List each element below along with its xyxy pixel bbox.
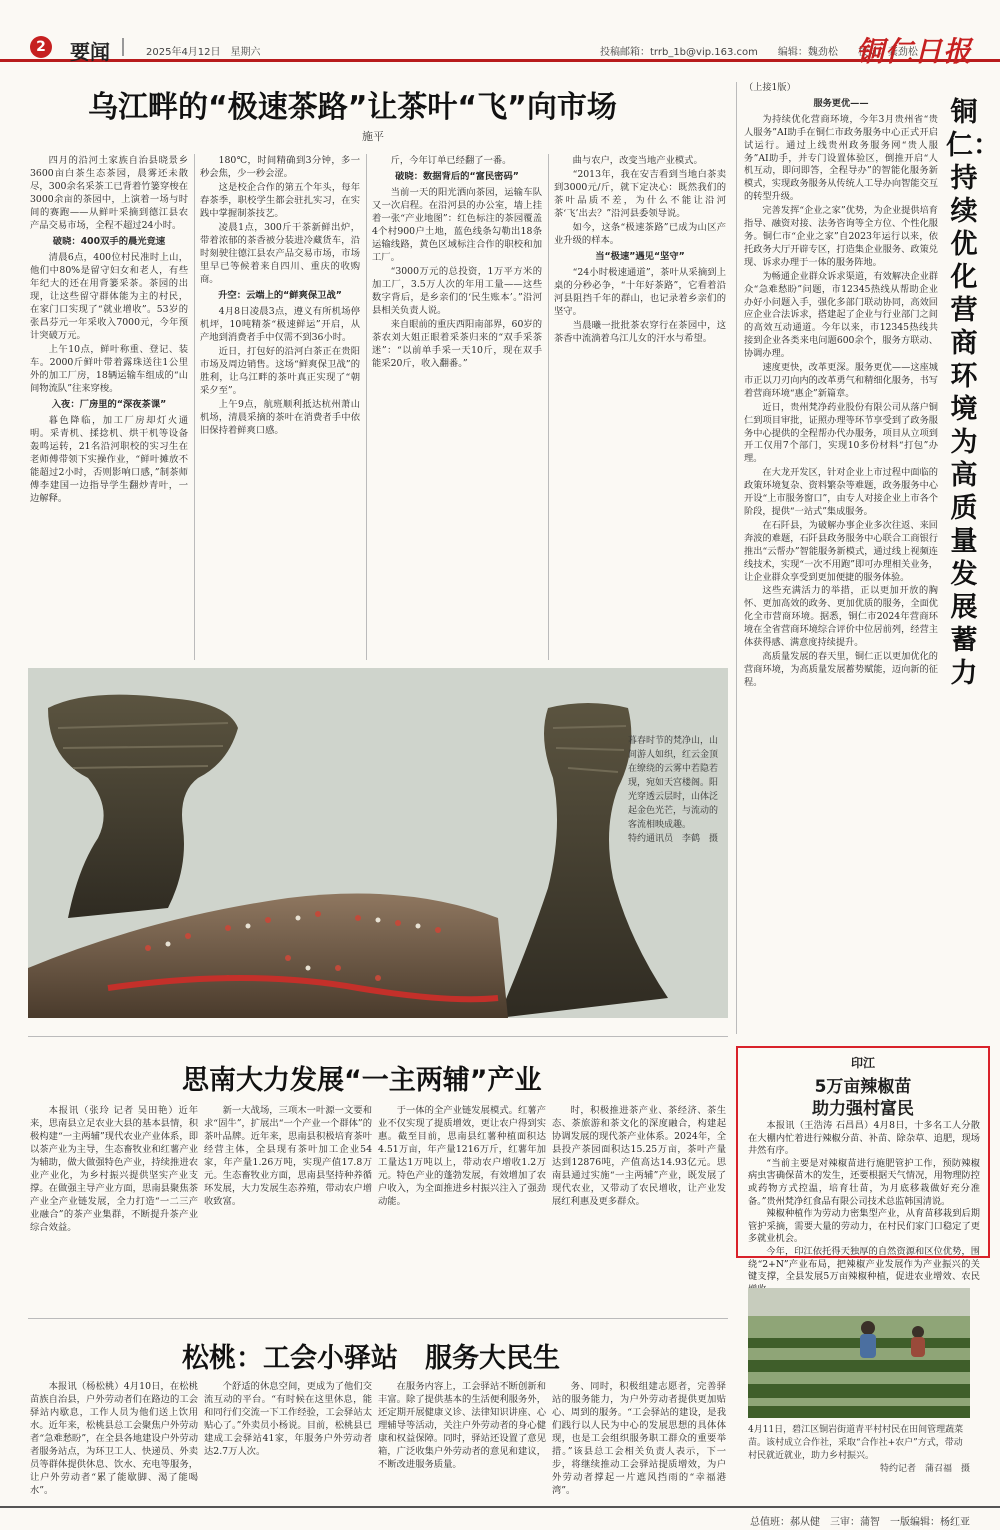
paragraph: 今年，印江依托得天独厚的自然资源和区位优势，围绕“2+N”产业布局，把辣椒产业发展作为产业振兴的关键支撑，全县发展5万亩辣椒种植，促进农业增效、农民 bbox=[748, 1245, 980, 1283]
box-body bbox=[748, 1120, 980, 1283]
paragraph: 这是校企合作的第五个年头，每年春茶季，职校学生都会驻扎实习，在实践中掌握制茶技艺。 bbox=[200, 182, 360, 219]
paragraph: 近日，贵州梵净药业股份有限公司从落户铜仁到项目审批，证照办理等环节享受到了政务服务中心提供的全程帮办代办服务，项目从立项到开工仅用7个部门，实现10多份材料“打包”办理。 bbox=[744, 401, 938, 465]
paragraph: 上午10点，鲜叶称重、登记、装车。2000斤鲜叶带着露珠送往1公里外的加工厂房，18辆运输车组成的“山间物流队”往来穿梭。 bbox=[30, 344, 188, 394]
paragraph: 近日，打包好的沿河白茶正在贵阳市场及周边销售。这场“鲜爽保卫战”的胜利，让乌江畔的茶叶真正实现了“朝采夕至”。 bbox=[200, 346, 360, 396]
photo-caption bbox=[628, 734, 718, 846]
page-number-badge: 2 bbox=[30, 36, 52, 58]
paragraph: 来自眼前的重庆西阳南部界，60岁的茶农刘大姐正眼着采茶归来的“双手采茶迷”：“以前单手采一天10斤，现在双手能采20斤，收入翻番。” bbox=[372, 319, 542, 369]
paragraph: 斤，今年订单已经翻了一番。 bbox=[390, 155, 512, 166]
article1-column-3 bbox=[372, 154, 542, 664]
paragraph: 这些充满活力的举措，正以更加开放的胸怀、更加高效的政务、更加优质的服务，全面优化全市营商环境。据悉，铜仁市2024年营商环境在全省营商环境综合评价中位居前列，经营主体获得感、满意度持续提升。 bbox=[744, 585, 938, 649]
box-title-line-1: 5万亩辣椒苗 bbox=[814, 1077, 912, 1097]
article1-headline: 乌江畔的“极速茶路”让茶叶“飞”向市场 bbox=[88, 90, 617, 125]
column-divider bbox=[548, 154, 549, 660]
paragraph: “24小时极速通道”，茶叶从采摘到上桌的分秒必争，“十年好茶路”，它看着沿河县阻挡千年的群山，也记录着乡亲们的坚守。 bbox=[554, 267, 726, 317]
section-divider bbox=[28, 1036, 728, 1037]
article1-column-2 bbox=[200, 154, 360, 664]
newspaper-masthead: 铜仁日报 bbox=[855, 35, 972, 68]
article3-headline: 松桃：工会小驿站 服务大民生 bbox=[182, 1343, 560, 1374]
paragraph: 在大龙开发区，针对企业上市过程中面临的政策环境复杂、资料繁杂等难题，政务服务中心开设“上市服务窗口”，由专人对接企业上市各个阶段，提供“一站式”集成服务。 bbox=[744, 467, 938, 517]
paragraph: 务、同时，积极组建志愿者，完善驿站的服务能力，为户外劳动者提供更加贴心、周到的服务。“工会驿站的建设，是我们践行以人民为中心的发展思想的具体体现，也是工会组织服务职工群众的重要举措。”该县总工会相关负责人表示，下一步，将继续推动工会驿站提质增效，为户外劳动者撑起一片遮风挡雨的“幸福港湾”。 bbox=[552, 1381, 726, 1496]
paragraph: 暮色降临，加工厂房却灯火通明。采青机、揉捻机、烘干机等设备轰鸣运转，21名沿河职校的实习生在老师傅带领下实操作业，“鲜叶摊放不能超过2小时，否则影响口感，”制茶师傅李建国一边指导学生翻炒青叶，一边解释。 bbox=[30, 415, 188, 504]
paragraph: 本报讯（杨松桃）4月10日，在松桃苗族自治县，户外劳动者们在路边的工会驿站内歇息，工作人员为他们送上饮用水。近年来，松桃县总工会聚焦户外劳动者“急难愁盼”，在全县各地建设户外劳动者服务站点，为环卫工人、快递员、外卖员等群体提供休息、饮水、充电等服务，让户外劳动者“累了能歇脚、渴了能喝水”。 bbox=[30, 1381, 198, 1496]
paragraph: 凌晨1点，300斤干茶新鲜出炉，带着浓郁的茶香被分装进冷藏货车，沿时刻驶往德江县农产品交易市场，市场里早已等候着来自四川、重庆的收购商。 bbox=[200, 222, 360, 285]
fanjingshan-photo bbox=[28, 668, 728, 1018]
vegetable-field-photo bbox=[748, 1288, 970, 1418]
mountain-illustration bbox=[28, 668, 728, 1018]
paragraph: 新一大战场，三项木一叶源一文要和求“固牛”，扩展出“一个产业一个群体”的茶叶品牌。近年来，思南县积极培育茶叶经营主体，全县现有茶叶加工企业54家，年产量1.26万吨，实现产值17.8万元。生态畜牧业方面，思南县坚持种养循环发展，大力发展生态养殖，带动农户增收致富。 bbox=[204, 1105, 372, 1207]
paragraph: 高质量发展的春天里，铜仁正以更加优化的营商环境，为高质量发展蓄势赋能，迈向新的征程。 bbox=[744, 650, 938, 688]
photo-2-caption bbox=[748, 1424, 970, 1476]
paragraph: 上午9点，航班顺利抵达杭州萧山机场，清晨采摘的茶叶在消费者手中依旧保持着鲜爽口感。 bbox=[200, 399, 360, 436]
column-divider bbox=[194, 154, 195, 660]
photo-credit: 特约记者 蒲召福 摄 bbox=[879, 1464, 970, 1474]
paragraph: 完善发挥“企业之家”优势，为企业提供培育指导、融资对接、法务咨询等全方位、个性化服务。铜仁市“企业之家”自2023年运行以来，依托政务大厅开辟专区，打造集企业服务、政策兑现、诉求办理于一体的服务阵地。 bbox=[744, 205, 938, 268]
continued-note: （上接1版） bbox=[744, 82, 796, 93]
article1-byline: 施平 bbox=[362, 130, 384, 143]
section-divider bbox=[28, 1318, 728, 1319]
paragraph: 四月的沿河土家族自治县晓景乡3600亩白茶生态茶园，晨雾还未散尽，300余名采茶工已背着竹篓穿梭在3000余亩的茶园中，上演着一场与时间的赛跑——从鲜叶采摘到德江县农产品交易市场，全程不超过24小时。 bbox=[30, 155, 188, 231]
box-title-line-2: 助力强村富民 bbox=[812, 1099, 914, 1119]
article2-column-4 bbox=[552, 1104, 726, 1314]
subheading: 服务更优—— bbox=[813, 97, 869, 109]
article2-column-1 bbox=[30, 1104, 198, 1314]
page-header bbox=[0, 0, 1000, 68]
article3-column-2 bbox=[204, 1380, 372, 1500]
sidebar-divider bbox=[736, 82, 737, 1034]
paragraph: 当晨曦一批批茶农穿行在茶园中，这茶香中流淌着乌江儿女的汗水与希望。 bbox=[554, 320, 726, 344]
paragraph: 为畅通企业群众诉求渠道，有效解决企业群众“急难愁盼”问题，市12345热线从帮助企业办好小问题入手，强化多部门联动协同，高效回应企业合法诉求，搭建起了企业与行业部门之间的高效互动通道。今年以来，市12345热线共接到企业各类来电问题600余个，服务方联动、协调办理。 bbox=[744, 270, 938, 360]
paragraph: 本报讯（张玲 记者 吴田艳）近年来，思南县立足农业大县的基本县情，积极构建“一主两辅”现代农业产业体系，即以茶产业为主导，生态畜牧业和红薯产业为辅助，做大做强特色产业，持续推进农业产业化，为乡村振兴提供坚实产业支撑。在做强主导产业方面，思南县聚焦茶产业全产业链发展，全力打造“一二三产业融合”的茶产业集群，不断提升茶产业综合效益。 bbox=[30, 1105, 198, 1233]
paragraph: 速度更快，改革更深。服务更优——这座城市正以刀刃向内的改革勇气和精细化服务，书写着营商环境“惠企”新篇章。 bbox=[744, 362, 938, 399]
article3-column-4 bbox=[552, 1380, 726, 1500]
caption-text: 4月11日，碧江区铜岩街道青平村村民在田间管理蔬菜苗。该村成立合作社，采取“合作社+农户”方式，带动村民就近就业，助力乡村振兴。 bbox=[748, 1425, 964, 1461]
paragraph: 时，积极推进茶产业、茶经济、茶生态、茶旅游和茶文化的深度融合，构建起协调发展的现代茶产业体系。2024年，全县投产茶园面积达15.25万亩，茶叶产量达到12876吨，产值高达14.93亿元。思南县通过实施“一主两辅”产业，既发展了现代农业，又带动了农民增收，让产业发展红利惠及更多群众。 bbox=[552, 1105, 726, 1207]
article1-column-4 bbox=[554, 154, 726, 664]
article3-column-3 bbox=[378, 1380, 546, 1500]
paragraph: “当前主要是对辣椒苗进行施肥管护工作，预防辣椒病虫害确保苗木的发生，还要根据天气情况，用物理防控或药物方式控温，培育壮苗，为月底移栽做好充分准备。”贵州梵净红食品有限公司技术总监韩国清说。 bbox=[748, 1157, 980, 1207]
paragraph: 180℃，时间精确到3分钟，多一秒会焦，少一秒会涩。 bbox=[200, 155, 360, 179]
article2-column-2 bbox=[204, 1104, 372, 1314]
article1-column-1 bbox=[30, 154, 188, 664]
section-name: 要闻 bbox=[70, 40, 110, 64]
paragraph: 在石阡县，为破解办事企业多次往返、来回奔波的难题，石阡县政务服务中心联合工商银行推出“云帮办”智能服务新模式，通过线上视频连线技术，实现“一次不用跑”即可办理相关业务，让企业群众享受到更加便捷的服务体验。 bbox=[744, 519, 938, 583]
paragraph: 个舒适的休息空间，更成为了他们交流互动的平台。“有时候在这里休息，能和同行们交流一下工作经验，工会驿站太贴心了。”外卖员小杨说。目前，松桃县已建成工会驿站41家，年服务户外劳动者达2.7万人次。 bbox=[204, 1381, 372, 1457]
subheading: 破晓：400双手的晨光竞速 bbox=[52, 236, 166, 247]
paragraph: “3000万元的总投资，1万平方米的加工厂，3.5万人次的年用工量——这些数字背后，是乡亲们的‘民生账本’。”沿河县相关负责人说。 bbox=[372, 266, 542, 316]
paragraph: 本报讯（王浩涛 石昌昌）4月8日，十多名工人分散在大棚内忙着进行辣椒分苗、补苗、除杂草、追肥，现场井然有序。 bbox=[748, 1120, 980, 1157]
paragraph: 4月8日凌晨3点，遵义有所机场停机坪，10吨精茶“极速鲜运”开启，从产地到消费者手中仅需不到36小时。 bbox=[200, 306, 360, 343]
paragraph: 如今，这条“极速茶路”已成为山区产业升级的样本。 bbox=[554, 222, 726, 246]
column-divider bbox=[366, 154, 367, 660]
paragraph: 曲与农户，改变当地产业模式。 bbox=[572, 155, 703, 166]
footer-credits: 总值班：郝从健 三审：蒲智 一版编辑：杨红亚 bbox=[750, 1517, 970, 1528]
caption-text: 暮春时节的梵净山，山间游人如织，红云金顶在缭绕的云雾中若隐若现，宛如天宫楼阁。阳光穿透云层时，山体泛起金色光芒，与流动的客流相映成趣。 bbox=[628, 736, 719, 830]
paragraph: 为持续优化营商环境，今年3月贵州省“贵人服务”AI助手在铜仁市政务服务中心正式开启试运行。通过上线贵州政务服务网“贵人服务”AI助手，并专门设置体验区，倒推开启“人机互动，即问即答，全程导办”的智能化服务新模式，实现政务服务从传统人工导办向智能交互的转型升级。 bbox=[744, 113, 938, 203]
paragraph: 辣椒种植作为劳动力密集型产业，从育苗移栽到后期管护采摘，需要大量的劳动力，在村民们家门口稳定了更多就业机会。 bbox=[748, 1208, 980, 1245]
paragraph: “2013年，我在安吉看到当地白茶卖到3000元/斤，就下定决心：既然我们的茶叶品质不差，为什么不能让沿河茶‘飞’出去？”沿河县委领导说。 bbox=[554, 169, 726, 219]
subheading: 当“极速”遇见“坚守” bbox=[595, 251, 685, 262]
subheading: 破晓：数据背后的“富民密码” bbox=[395, 171, 519, 182]
yinjiang-chili-article-box bbox=[736, 1046, 990, 1283]
sidebar-vertical-headline: 铜仁：持续优化营商环境为高质量发展蓄力 bbox=[946, 97, 1000, 689]
article2-headline: 思南大力发展“一主两辅”产业 bbox=[182, 1065, 542, 1096]
paragraph: 当前一天的阳光洒向茶园，运输车队又一次启程。在沿河县的办公室，墙上挂着一张“产业地图”：红色标注的茶园覆盖4个村900户土地，蓝色线条勾勒出18条运输线路，黄色区域标注合作的职校和加工厂。 bbox=[372, 187, 542, 263]
page-footer bbox=[0, 1506, 1000, 1530]
subheading: 升空：云端上的“鲜爽保卫战” bbox=[218, 290, 342, 301]
issue-date: 2025年4月12日 星期六 bbox=[146, 47, 261, 58]
field-illustration bbox=[748, 1288, 970, 1418]
box-location: 印江 bbox=[850, 1056, 875, 1070]
paragraph: 在服务内容上，工会驿站不断创新和丰富。除了提供基本的生活便利服务外，还定期开展健康义诊、法律知识讲座、心理辅导等活动，关注户外劳动者的身心健康和权益保障。同时，驿站还设置了意见箱，广泛收集户外劳动者的意见和建议，不断改进服务质量。 bbox=[378, 1381, 546, 1470]
header-divider bbox=[122, 38, 124, 56]
photo-credit: 特约通讯员 李鹤 摄 bbox=[628, 834, 719, 844]
subheading: 入夜：厂房里的“深夜茶课” bbox=[51, 399, 167, 410]
editor-info: 投稿邮箱：trrb_1b@vip.163.com 编辑：魏劲松 校对：龚劲松 bbox=[600, 47, 918, 58]
article2-column-3 bbox=[378, 1104, 546, 1314]
sidebar-article bbox=[744, 82, 938, 1034]
paragraph: 清晨6点，400位村民准时上山，他们中80%是留守妇女和老人，有些年纪大的还在用背篓采茶。茶园的出现，让这些留守群体能为主的村民，在家门口实现了“就业增收”。53岁的张昌芬元一年采收入7000元，今年预计突破万元。 bbox=[30, 252, 188, 341]
paragraph: 于一体的全产业链发展模式。红薯产业不仅实现了提质增效，更让农户得到实惠。截至目前，思南县红薯种植面积达4.51万亩，年产量1216万斤，红薯年加工量达1万吨以上，带动农户增收1.2万元。特色产业的蓬勃发展，有效增加了农户收入，为全面推进乡村振兴注入了强劲动能。 bbox=[378, 1105, 546, 1207]
article3-column-1 bbox=[30, 1380, 198, 1500]
